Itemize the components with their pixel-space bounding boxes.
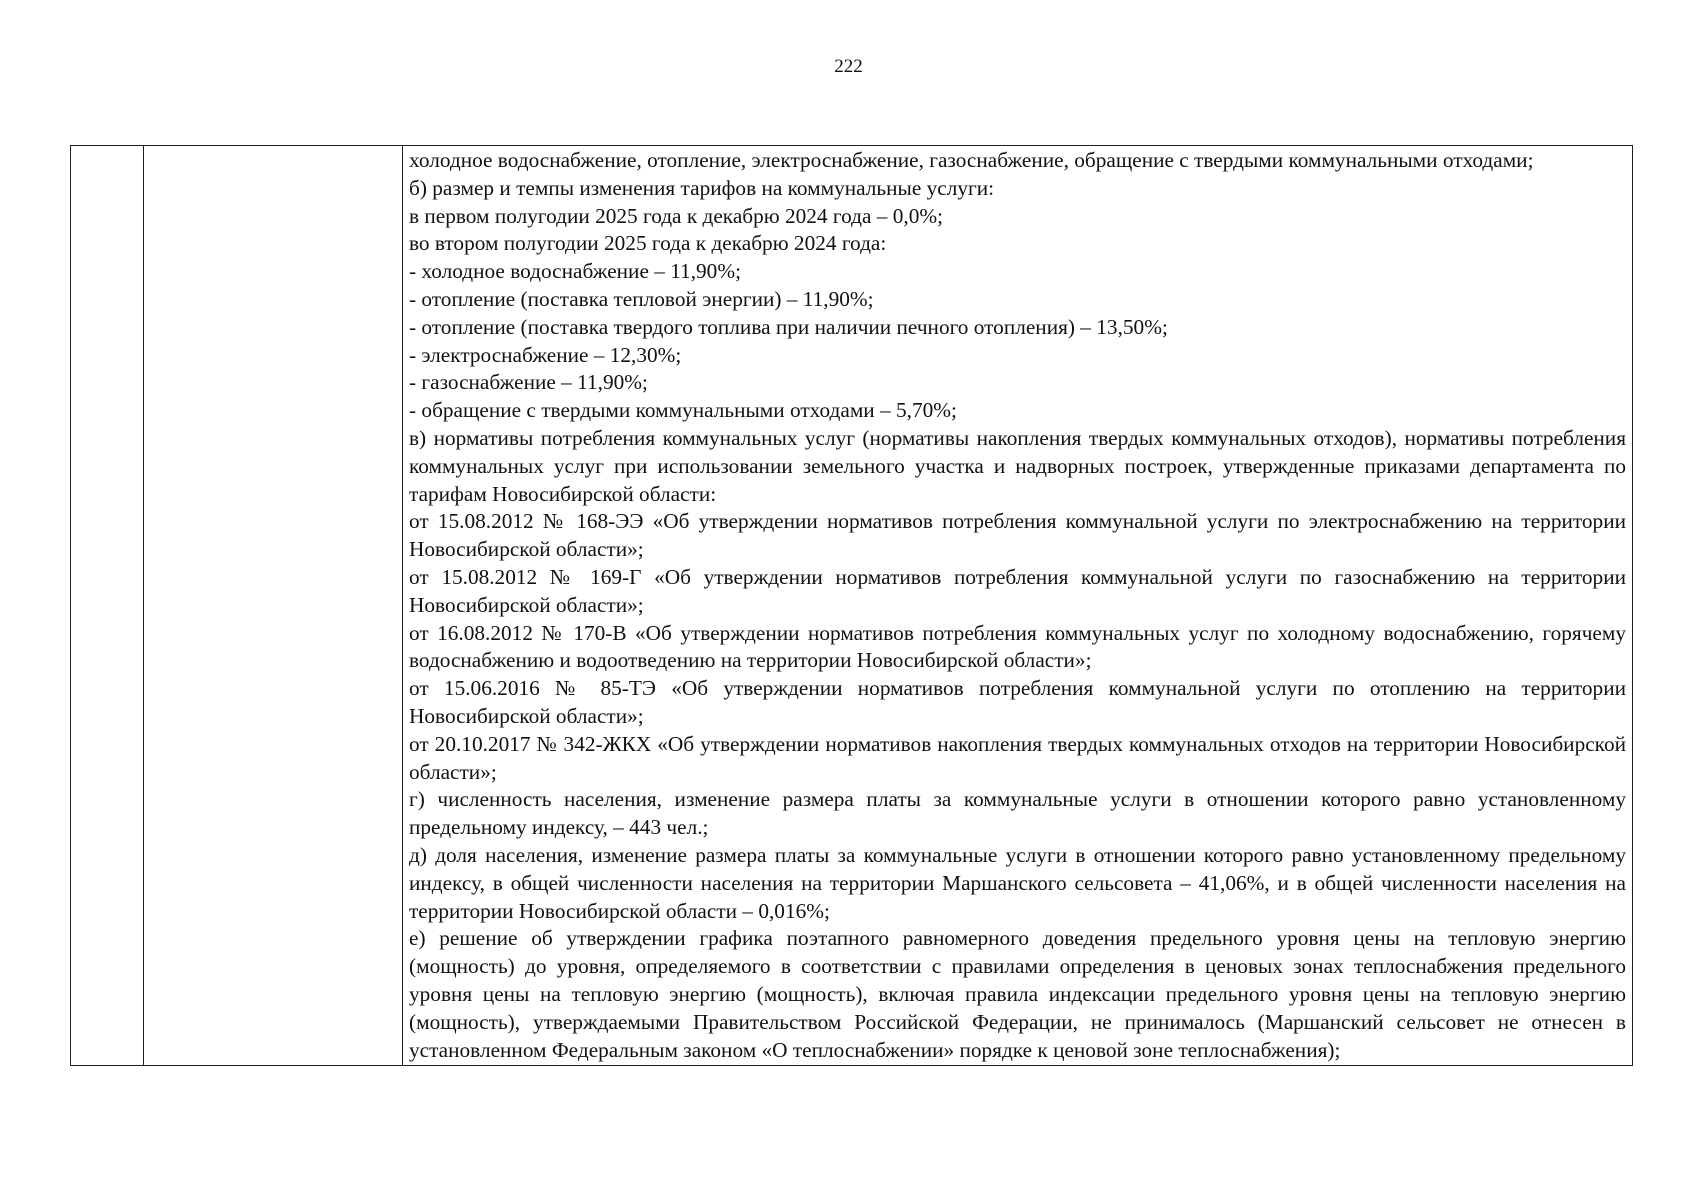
- list-item: - газоснабжение – 11,90%;: [409, 370, 648, 395]
- row-number-cell: [71, 146, 144, 1066]
- paragraph: от 15.06.2016 № 85-ТЭ «Об утверждении нормативов потребления коммунальной услуги по отоплению на территории Новосибирской области»;: [409, 676, 1626, 728]
- list-item: - холодное водоснабжение – 11,90%;: [409, 259, 741, 284]
- table-row: [71, 146, 1633, 1066]
- paragraph: в первом полугодии 2025 года к декабрю 2024 года – 0,0%;: [409, 203, 944, 228]
- row-label-cell: [144, 146, 403, 1066]
- page-number: 222: [834, 56, 863, 77]
- list-item: - отопление (поставка твердого топлива при наличии печного отопления) – 13,50%;: [409, 314, 1168, 339]
- document-table: [70, 145, 1633, 1066]
- paragraph: во втором полугодии 2025 года к декабрю 2024 года:: [409, 231, 887, 256]
- paragraph: от 15.08.2012 № 169-Г «Об утверждении нормативов потребления коммунальной услуги по газоснабжению на территории Новосибирской области»;: [409, 564, 1626, 617]
- content-cell: [403, 146, 1633, 1066]
- paragraph: холодное водоснабжение, отопление, электроснабжение, газоснабжение, обращение с твердыми коммунальными отходами;: [409, 148, 1534, 172]
- paragraph: г) численность населения, изменение размера платы за коммунальные услуги в отношении которого равно установленному предельному индексу, – 443 чел.;: [409, 787, 1626, 840]
- paragraph: от 20.10.2017 № 342-ЖКХ «Об утверждении нормативов накопления твердых коммунальных отходов на территории Новосибирской области»;: [409, 731, 1626, 784]
- paragraph: б) размер и темпы изменения тарифов на коммунальные услуги:: [409, 175, 995, 200]
- list-item: - обращение с твердыми коммунальными отходами – 5,70%;: [409, 398, 957, 423]
- paragraph: в) нормативы потребления коммунальных услуг (нормативы накопления твердых коммунальных отходов), нормативы потребления коммунальных услуг при использовании земельного участка и надворных построек, утвержденные приказами департамента по тарифам Новосибирской области:: [409, 425, 1626, 506]
- paragraph: от 15.08.2012 № 168-ЭЭ «Об утверждении нормативов потребления коммунальной услуги по электроснабжению на территории Новосибирской области»;: [409, 509, 1626, 562]
- list-item: - отопление (поставка тепловой энергии) – 11,90%;: [409, 286, 874, 311]
- paragraph: д) доля населения, изменение размера платы за коммунальные услуги в отношении которого равно установленному предельному индексу, в общей численности населения на территории Маршанского сельсовета – 41,06%, и в общей численности населения на территории Новосибирской области – 0,016%;: [409, 842, 1626, 923]
- list-item: - электроснабжение – 12,30%;: [409, 342, 682, 367]
- paragraph: от 16.08.2012 № 170-В «Об утверждении нормативов потребления коммунальных услуг по холодному водоснабжению, горячему водоснабжению и водоотведению на территории Новосибирской области»;: [409, 620, 1626, 673]
- paragraph: е) решение об утверждении графика поэтапного равномерного доведения предельного уровня цены на тепловую энергию (мощность) до уровня, определяемого в соответствии с правилами определения в ценовых зонах теплоснабжения предельного уровня цены на тепловую энергию (мощность), включая правила индексации предельного уровня цены на тепловую энергию (мощность), утверждаемыми Правительством Российской Федерации, не принималось (Маршанский сельсовет не отнесен в установленном Федеральным законом «О теплоснабжении» порядке к ценовой зоне теплоснабжения);: [409, 926, 1626, 1062]
